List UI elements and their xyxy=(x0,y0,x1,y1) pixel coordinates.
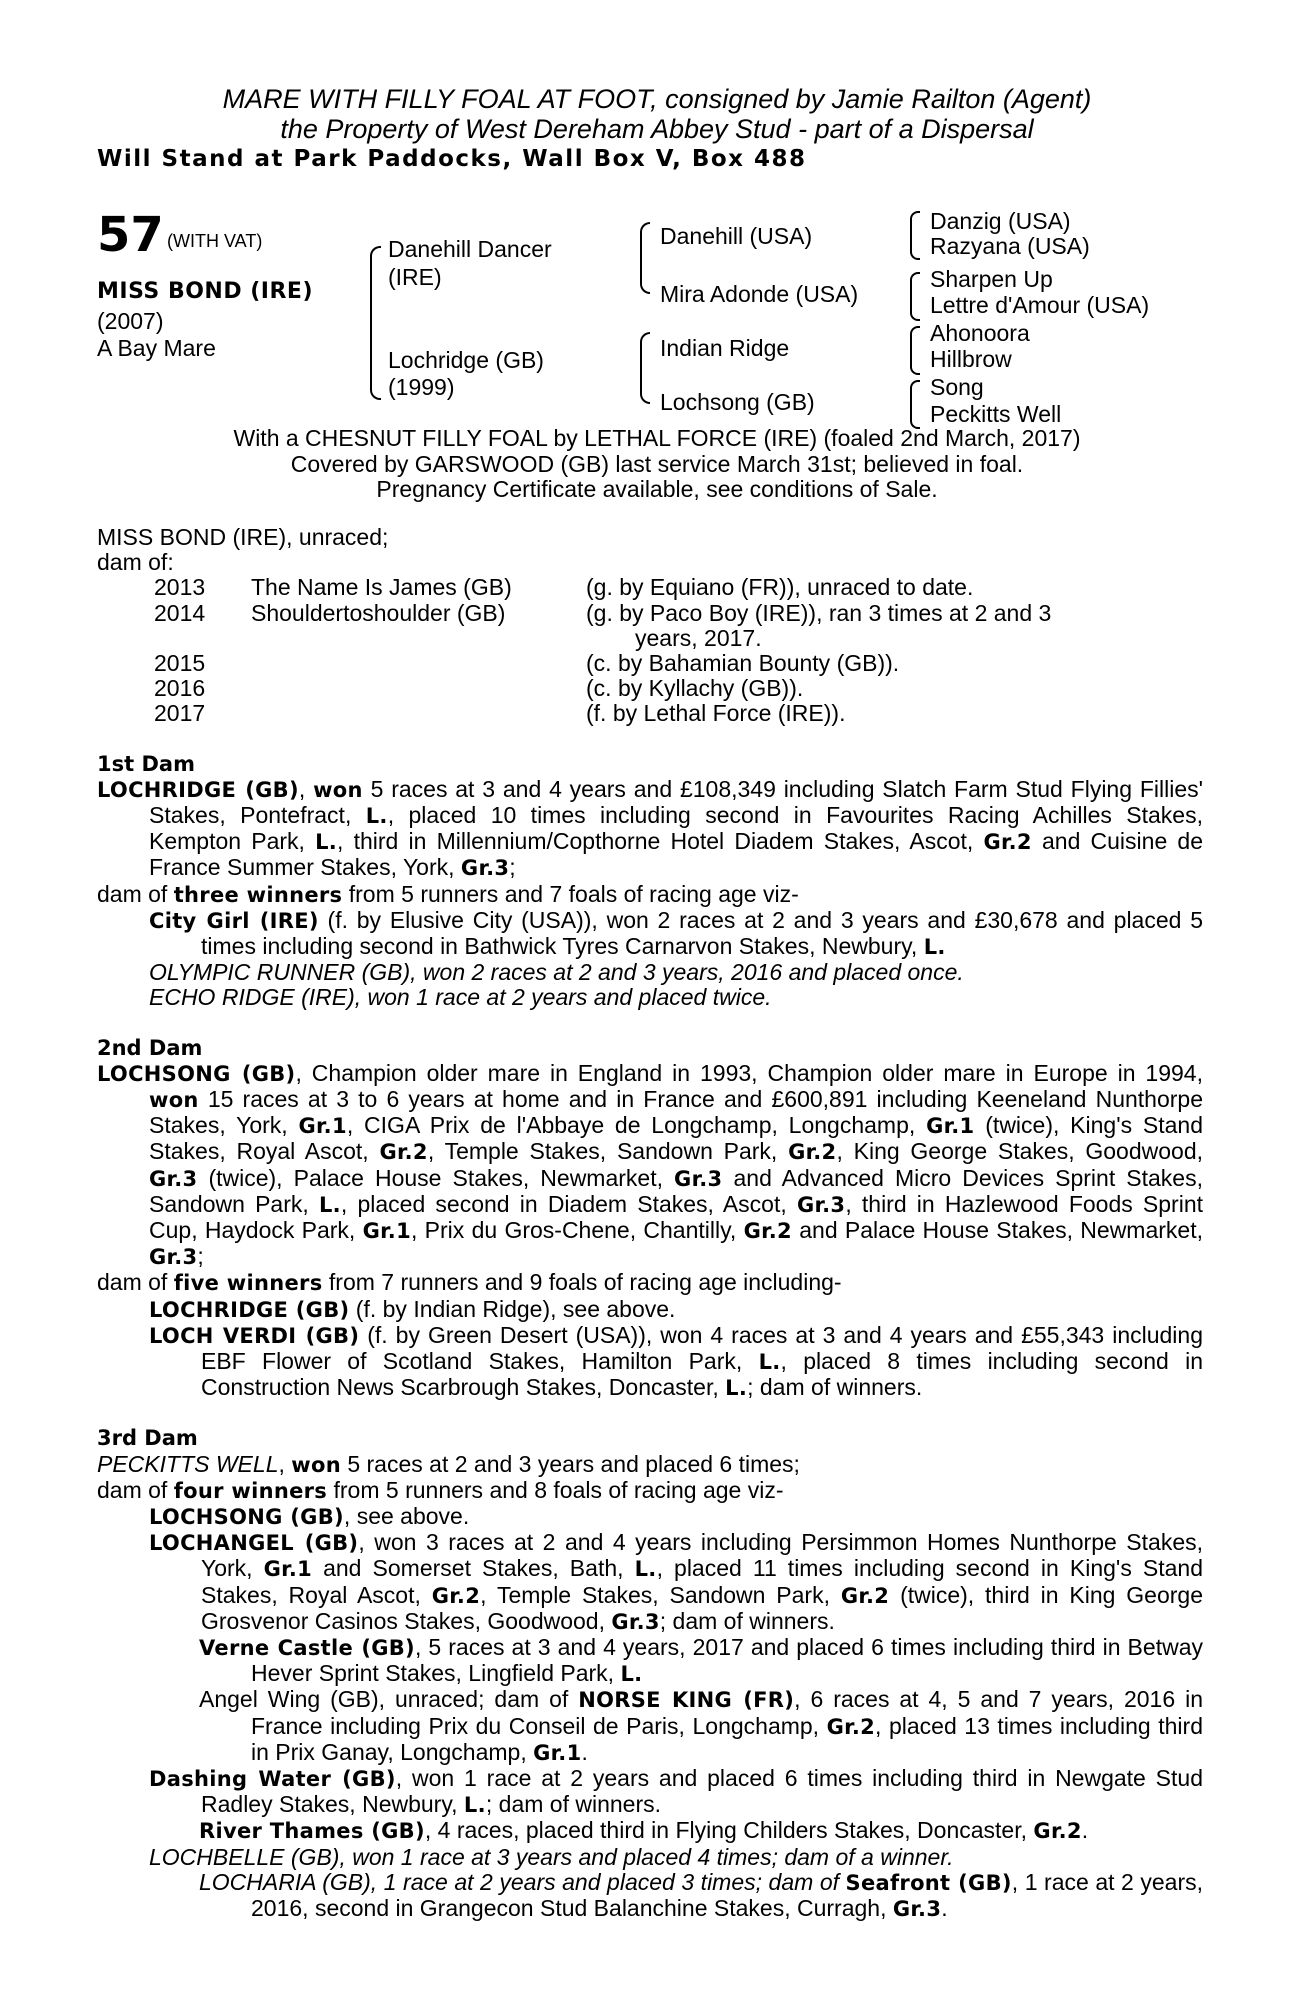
third-dam-heading: 3rd Dam xyxy=(97,1426,198,1451)
pedigree-dss: Ahonoora xyxy=(930,320,1030,346)
pedigree-dsd: Hillbrow xyxy=(930,346,1012,372)
produce-name: Shouldertoshoulder (GB) xyxy=(251,599,506,626)
first-dam-offspring: OLYMPIC RUNNER (GB), won 2 races at 2 and 3 years, 2016 and placed once. xyxy=(149,959,964,986)
second-dam-produce-summary: dam of five winners from 7 runners and 9 foals of racing age including- xyxy=(97,1269,842,1296)
third-dam-produce-summary: dam of four winners from 5 runners and 8 foals of racing age viz- xyxy=(97,1476,784,1503)
produce-year: 2014 xyxy=(154,599,206,626)
pedigree-brace-ss xyxy=(910,211,920,260)
pedigree-dam-line1: Lochridge (GB) xyxy=(388,347,544,373)
header-line-1: MARE WITH FILLY FOAL AT FOOT, consigned by Jamie Railton (Agent) xyxy=(222,84,1092,114)
pedigree-sds: Sharpen Up xyxy=(930,266,1053,292)
third-dam-grand-offspring: Angel Wing (GB), unraced; dam of NORSE KING (FR), 6 races at 4, 5 and 7 years, 2016 in France including Prix du Conseil de Paris, Longchamp, Gr.2, placed 13 times including third in Prix Ganay, Longchamp, Gr.1. xyxy=(199,1686,1203,1765)
covered-line: Covered by GARSWOOD (GB) last service March 31st; believed in foal. xyxy=(290,451,1024,477)
pedigree-dds: Song xyxy=(930,374,984,400)
produce-row xyxy=(97,601,1203,626)
pedigree-sdd: Lettre d'Amour (USA) xyxy=(930,292,1150,318)
pedigree-sire-dam: Mira Adonde (USA) xyxy=(660,281,859,307)
third-dam-grand-offspring: Verne Castle (GB), 5 races at 3 and 4 years, 2017 and placed 6 times including third in Betway Hever Sprint Stakes, Lingfield Park, L. xyxy=(199,1634,1203,1687)
pedigree-brace-dam xyxy=(640,332,650,404)
header-line-2: the Property of West Dereham Abbey Stud - part of a Dispersal xyxy=(280,114,1034,144)
pedigree-dam-dam: Lochsong (GB) xyxy=(660,389,815,415)
produce-year: 2013 xyxy=(154,574,206,601)
produce-dam-of: dam of: xyxy=(97,549,174,576)
produce-row xyxy=(97,701,1203,726)
pedigree-dam-line2: (1999) xyxy=(388,374,455,400)
second-dam-offspring: LOCHRIDGE (GB) (f. by Indian Ridge), see above. xyxy=(149,1295,676,1322)
produce-info: (c. by Bahamian Bounty (GB)). xyxy=(586,649,900,676)
lot-vat: (WITH VAT) xyxy=(167,231,263,251)
produce-info: (g. by Equiano (FR)), unraced to date. xyxy=(586,574,974,601)
pedigree-ddd: Peckitts Well xyxy=(930,401,1062,427)
stand-location: Will Stand at Park Paddocks, Wall Box V, Box 488 xyxy=(97,146,807,172)
lot-number: 57 xyxy=(97,207,164,263)
second-dam-offspring: LOCH VERDI (GB) (f. by Green Desert (USA)), won 4 races at 3 and 4 years and £55,343 including EBF Flower of Scotland Stakes, Hamilton Park, L., placed 8 times including second in Construction News Scarbrough Stakes, Doncaster, L.; dam of winners. xyxy=(149,1321,1203,1401)
first-dam-record: LOCHRIDGE (GB), won 5 races at 3 and 4 years and £108,349 including Slatch Farm Stud Flying Fillies' Stakes, Pontefract, L., placed 10 times including second in Favourites Racing Achilles Stakes, Kempton Park, L., third in Millennium/Copthorne Hotel Diadem Stakes, Ascot, Gr.2 and Cuisine de France Summer Stakes, York, Gr.3; xyxy=(97,775,1204,881)
third-dam-offspring: LOCHBELLE (GB), won 1 race at 3 years and placed 4 times; dam of a winner. xyxy=(149,1843,954,1870)
pedigree-brace-ds xyxy=(910,326,920,375)
pedigree-dam-sire: Indian Ridge xyxy=(660,335,790,361)
third-dam-offspring: LOCHANGEL (GB), won 3 races at 2 and 4 years including Persimmon Homes Nunthorpe Stakes, York, Gr.1 and Somerset Stakes, Bath, L., placed 11 times including second in King's Stand Stakes, Royal Ascot, Gr.2, Temple Stakes, Sandown Park, Gr.2 (twice), third in King George Grosvenor Casinos Stakes, Goodwood, Gr.3; dam of winners. xyxy=(149,1529,1204,1634)
produce-row xyxy=(97,575,1203,600)
pedigree-sire-line1: Danehill Dancer xyxy=(388,236,552,262)
pedigree-brace-sire xyxy=(640,222,650,294)
third-dam-record: PECKITTS WELL, won 5 races at 2 and 3 years and placed 6 times; xyxy=(97,1450,800,1477)
pregnancy-line: Pregnancy Certificate available, see conditions of Sale. xyxy=(376,476,938,502)
produce-row xyxy=(97,676,1203,701)
produce-name: The Name Is James (GB) xyxy=(251,574,512,601)
produce-year: 2017 xyxy=(154,700,206,727)
foal-line: With a CHESNUT FILLY FOAL by LETHAL FORCE (IRE) (foaled 2nd March, 2017) xyxy=(233,425,1081,451)
first-dam-produce-summary: dam of three winners from 5 runners and 7 foals of racing age viz- xyxy=(97,880,799,907)
pedigree-brace-sd xyxy=(910,272,920,321)
horse-year: (2007) xyxy=(97,308,164,334)
produce-info: years, 2017. xyxy=(635,624,762,651)
pedigree-ssd: Razyana (USA) xyxy=(930,233,1090,259)
produce-info: (c. by Kyllachy (GB)). xyxy=(586,675,804,702)
produce-row-continued xyxy=(97,626,1203,651)
produce-row xyxy=(97,651,1203,676)
second-dam-record: LOCHSONG (GB), Champion older mare in England in 1993, Champion older mare in Europe in 1994, won 15 races at 3 to 6 years at home and in France and £600,891 including Keeneland Nunthorpe Stakes, York, Gr.1, CIGA Prix de l'Abbaye de Longchamp, Longchamp, Gr.1 (twice), King's Stand Stakes, Royal Ascot, Gr.2, Temple Stakes, Sandown Park, Gr.2, King George Stakes, Goodwood, Gr.3 (twice), Palace House Stakes, Newmarket, Gr.3 and Advanced Micro Devices Sprint Stakes, Sandown Park, L., placed second in Diadem Stakes, Ascot, Gr.3, third in Hazlewood Foods Sprint Cup, Haydock Park, Gr.1, Prix du Gros-Chene, Chantilly, Gr.2 and Palace House Stakes, Newmarket, Gr.3; xyxy=(97,1059,1204,1270)
third-dam-grand-offspring: River Thames (GB), 4 races, placed third in Flying Childers Stakes, Doncaster, Gr.2. xyxy=(199,1817,1089,1844)
catalogue-body xyxy=(97,525,1203,1922)
first-dam-heading: 1st Dam xyxy=(97,751,195,776)
third-dam-grand-offspring: LOCHARIA (GB), 1 race at 2 years and placed 3 times; dam of Seafront (GB), 1 race at 2 years, 2016, second in Grangecon Stud Balanchine Stakes, Curragh, Gr.3. xyxy=(199,1868,1203,1922)
horse-description: A Bay Mare xyxy=(97,335,216,361)
pedigree-sire-line2: (IRE) xyxy=(388,264,442,290)
pedigree-sire-sire: Danehill (USA) xyxy=(660,223,813,249)
produce-year: 2015 xyxy=(154,649,206,676)
produce-info: (g. by Paco Boy (IRE)), ran 3 times at 2 and 3 xyxy=(586,599,1052,626)
third-dam-offspring: Dashing Water (GB), won 1 race at 2 years and placed 6 times including third in Newgate Stud Radley Stakes, Newbury, L.; dam of winners. xyxy=(149,1765,1203,1818)
first-dam-offspring: ECHO RIDGE (IRE), won 1 race at 2 years and placed twice. xyxy=(149,984,772,1011)
pedigree-brace-gen1 xyxy=(370,246,381,400)
second-dam-heading: 2nd Dam xyxy=(97,1035,203,1060)
pedigree-brace-dd xyxy=(910,380,920,429)
produce-year: 2016 xyxy=(154,675,206,702)
third-dam-offspring: LOCHSONG (GB), see above. xyxy=(149,1503,470,1530)
produce-info: (f. by Lethal Force (IRE)). xyxy=(586,700,846,727)
pedigree-sss: Danzig (USA) xyxy=(930,208,1071,234)
horse-name: MISS BOND (IRE) xyxy=(97,279,314,304)
produce-intro: MISS BOND (IRE), unraced; xyxy=(97,524,389,550)
first-dam-offspring: City Girl (IRE) (f. by Elusive City (USA)), won 2 races at 2 and 3 years and £30,678 and placed 5 times including second in Bathwick Tyres Carnarvon Stakes, Newbury, L. xyxy=(149,906,1203,959)
